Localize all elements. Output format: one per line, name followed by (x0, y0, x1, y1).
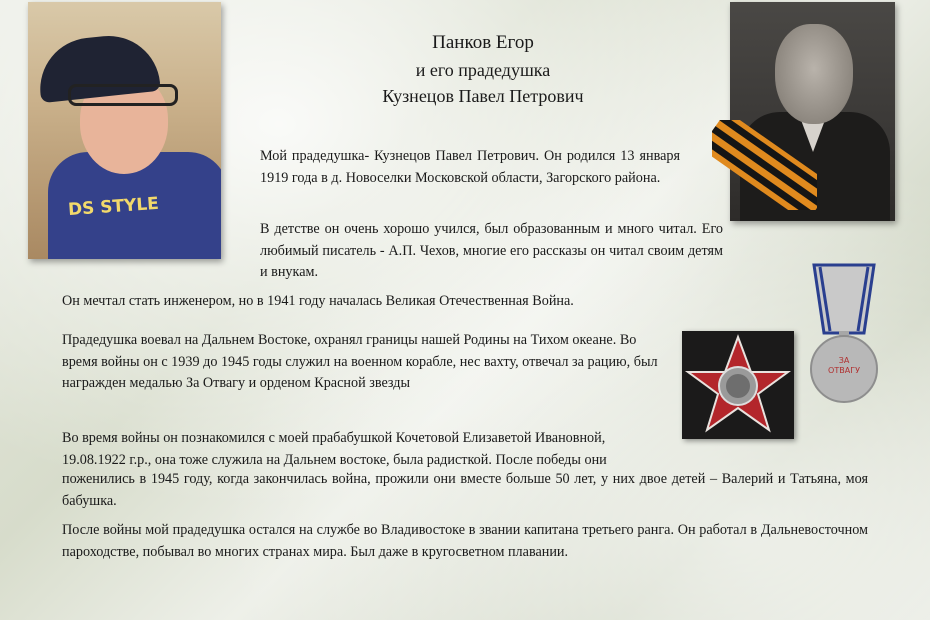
paragraph-met-wife: Во время войны он познакомился с моей прабабушкой Кочетовой Елизаветой Ивановной, 19.08.1922 г.р., она тоже служила на Дальнем востоке, была радисткой. После победы они (62, 430, 607, 468)
paragraph-marriage: поженились в 1945 году, когда закончилась война, прожили они вместе больше 50 лет, у них двое детей – Валерий и Татьяна, моя бабушка. (62, 471, 868, 509)
paragraph-childhood: В детстве он очень хорошо учился, был образованным и много читал. Его любимый писатель - А.П. Чехов, многие его рассказы он читал своим детям и внукам. (260, 221, 723, 280)
paragraph-after-war: После войны мой прадедушка остался на службе во Владивостоке в звании капитана третьего ранга. Он работал в Дальневосточном пароходстве, побывал во многих странах мира. Был даже в кругосветном плавании. (62, 522, 868, 560)
medal-inscription-line2: ОТВАГУ (828, 366, 860, 375)
boy-glasses (68, 84, 178, 106)
great-grandfather-name: Кузнецов Павел Петрович (382, 86, 584, 106)
paragraph-dream: Он мечтал стать инженером, но в 1941 году началась Великая Отечественная Война. (62, 293, 574, 309)
page-title: Панков Егор (432, 32, 534, 53)
st-george-ribbon-icon (712, 120, 817, 210)
photo-boy (28, 2, 221, 259)
portrait-head (775, 24, 853, 124)
medal-inscription-line1: ЗА (838, 356, 850, 365)
red-star-icon (682, 331, 794, 439)
page-subtitle: и его прадедушка (415, 60, 551, 80)
paragraph-war-service: Прадедушка воевал на Дальнем Востоке, охранял границы нашей Родины на Тихом океане. Во время войны он с 1939 до 1945 годы служил на военном корабле, нес вахту, отвечал за рацию, был награжден медалью За Отвагу и орденом Красной звезды (62, 332, 658, 391)
shirt-text: DS STYLE (67, 193, 160, 221)
paragraph-birth: Мой прадедушка- Кузнецов Павел Петрович. Он родился 13 января 1919 года в д. Новоселки Московской области, Загорского района. (260, 148, 680, 186)
order-red-star (682, 331, 794, 439)
medal-for-courage-icon (806, 263, 882, 405)
